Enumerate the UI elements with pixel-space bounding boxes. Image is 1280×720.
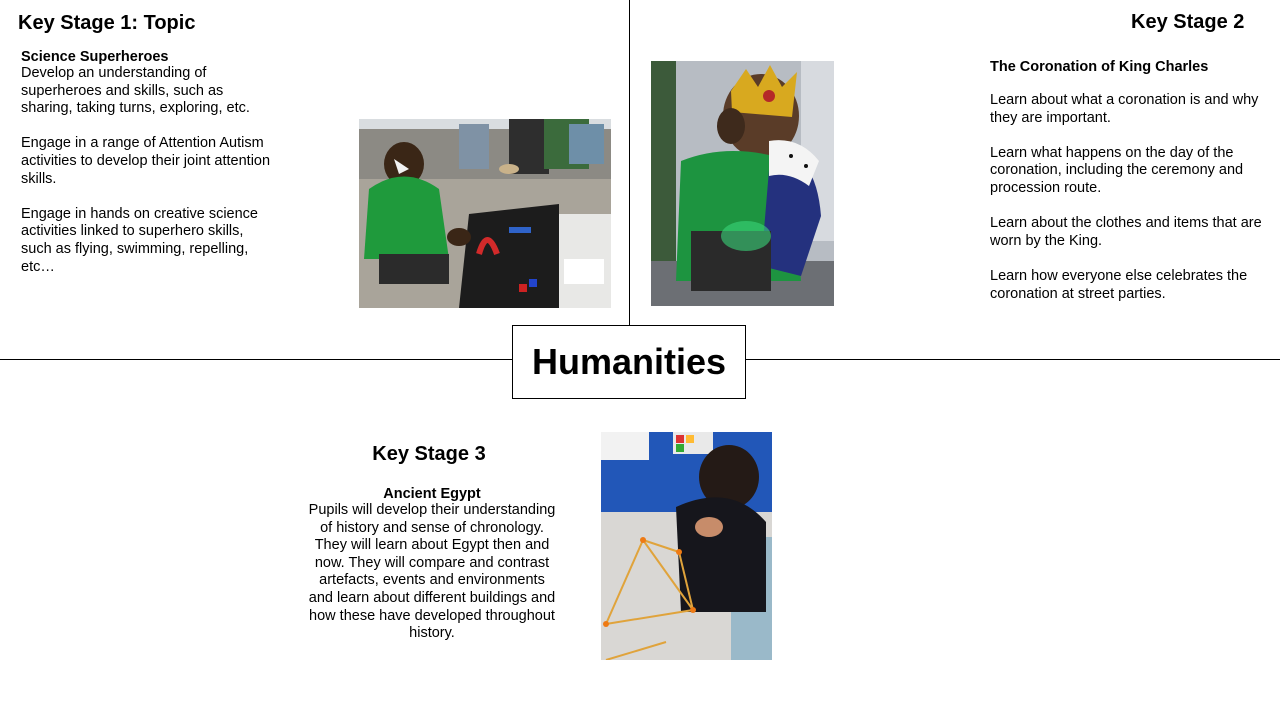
page-title: Humanities [512, 325, 746, 399]
ks3-heading: Key Stage 3 [372, 443, 486, 465]
horizontal-divider-left [0, 359, 512, 360]
ks1-subtitle: Science Superheroes [21, 49, 169, 65]
ks1-photo [359, 119, 611, 308]
ks2-paragraph: Learn what happens on the day of the coronation, including the ceremony and procession route. [990, 144, 1244, 196]
ks2-paragraph: Learn about the clothes and items that are worn by the King. [990, 215, 1262, 249]
ks3-body: Pupils will develop their understanding of history and sense of chronology. They will learn about Egypt then and now. They will compare and contrast artefacts, events and environments and learn about different buildings and how these have developed throughout history. [308, 502, 556, 642]
ks3-section [306, 486, 558, 643]
ks2-section [990, 59, 1275, 303]
ks2-paragraph: Learn how everyone else celebrates the coronation at street parties. [990, 267, 1248, 302]
ks2-heading: Key Stage 2 [1131, 11, 1245, 33]
ks1-section [21, 49, 271, 276]
ks2-body [990, 92, 1275, 303]
ks2-subtitle: The Coronation of King Charles [990, 59, 1209, 75]
vertical-divider [629, 0, 630, 325]
ks1-paragraph: Engage in hands on creative science activities linked to superhero skills, such as flying, swimming, repelling, etc… [21, 205, 258, 275]
ks2-photo [651, 61, 834, 306]
ks1-paragraph: Develop an understanding of superheroes and skills, such as sharing, taking turns, exploring, etc. [21, 65, 250, 117]
ks3-subtitle: Ancient Egypt [383, 486, 481, 502]
ks3-photo [601, 432, 772, 660]
horizontal-divider-right [746, 359, 1280, 360]
ks1-paragraph: Engage in a range of Attention Autism activities to develop their joint attention skills. [21, 135, 271, 187]
ks1-body [21, 65, 271, 276]
ks2-paragraph: Learn about what a coronation is and why they are important. [990, 92, 1259, 126]
ks1-heading: Key Stage 1: Topic [18, 12, 196, 34]
